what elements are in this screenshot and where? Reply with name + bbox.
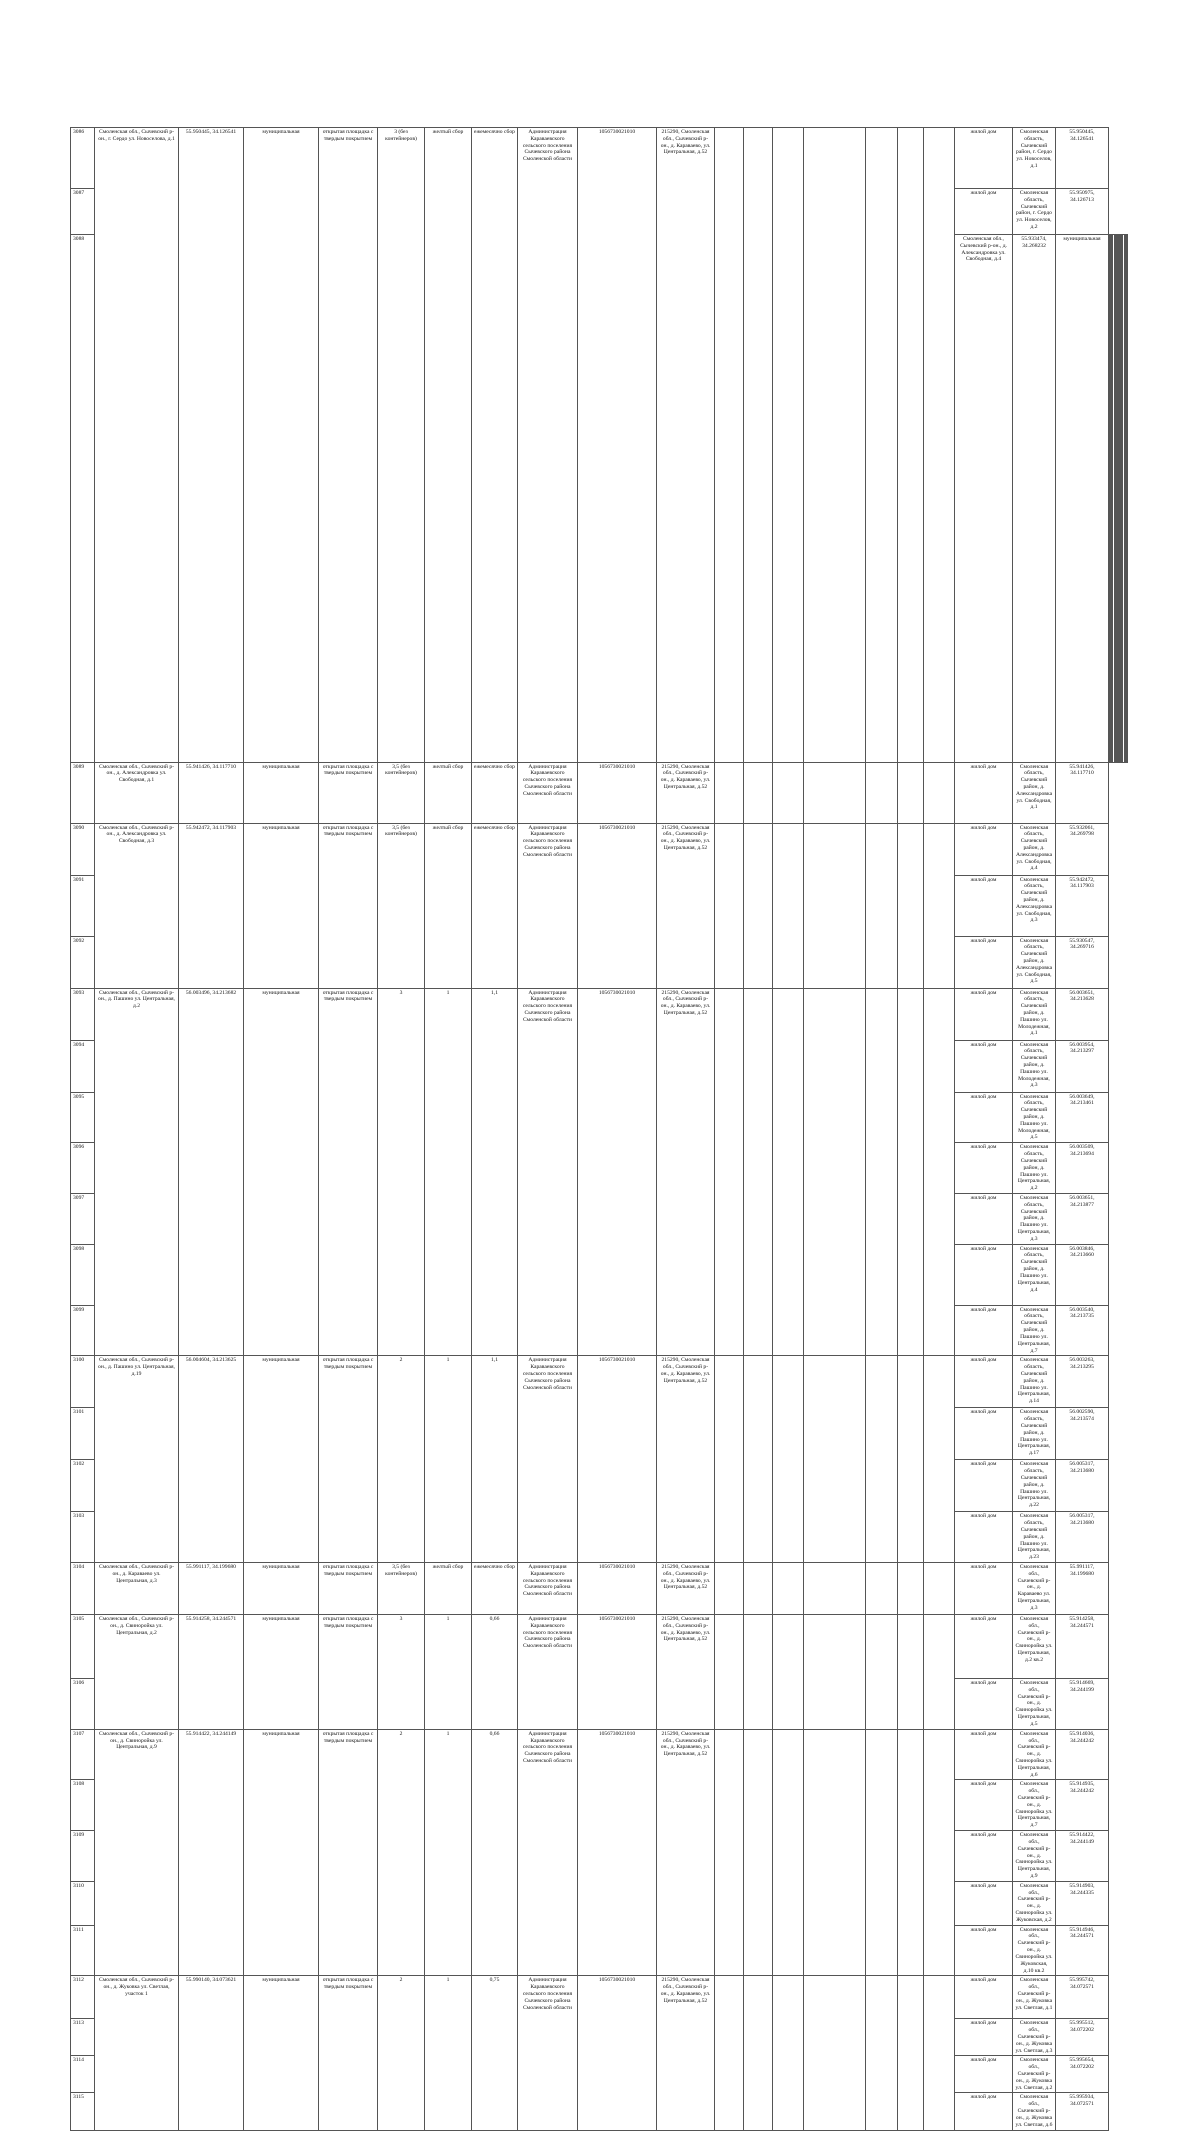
table-row (71, 988, 1128, 1040)
site-volume-cell: 1,1 (472, 988, 518, 1356)
source-type-cell: жилой дом (955, 1244, 1013, 1305)
row-number-cell: 3105 (71, 1615, 95, 1679)
site-coordinates-cell: 55.941426, 34.117710 (179, 762, 244, 823)
site-area-cell: 3,5 (без контейнеров) (378, 823, 425, 988)
site-ownership-cell: муниципальная (244, 1563, 319, 1615)
empty-cell (773, 1976, 804, 2130)
source-address-cell: Смоленская область, Сычевский район, д. Александровка ул. Свободная, д.1 (1013, 762, 1056, 823)
site-owner-org-cell: Администрация Караваевского сельского поселения Сычевского района Смоленской области (518, 1729, 578, 1976)
site-ogrn-cell: 1056730021010 (578, 128, 657, 763)
site-ownership-cell: муниципальная (1056, 235, 1109, 763)
source-coordinates-cell: 55.995654, 34.072202 (1056, 2056, 1109, 2093)
row-number-cell: 3100 (71, 1356, 95, 1408)
site-owner-org-cell: Администрация Караваевского сельского поселения Сычевского района Смоленской области (518, 1615, 578, 1730)
empty-cell (804, 128, 866, 763)
table-body (71, 128, 1128, 2131)
empty-cell (744, 1729, 773, 1976)
site-coordinates-cell: 55.914258, 34.244571 (179, 1615, 244, 1730)
row-number-cell: 3098 (71, 1244, 95, 1305)
table-row (71, 1563, 1128, 1615)
source-address-cell: Смоленская область, Сычевский район, д. Пашино ул. Молодежная, д.3 (1013, 1040, 1056, 1092)
site-address-cell: Смоленская обл., Сычевский р-он., д. Жуковка ул. Светлая, участок 1 (95, 1976, 179, 2130)
empty-cell (804, 823, 866, 988)
empty-cell (898, 823, 924, 988)
site-containers-cell: 1 (425, 988, 472, 1356)
source-coordinates-cell: 55.914258, 34.244571 (1056, 1615, 1109, 1679)
empty-cell (715, 988, 744, 1356)
empty-cell (804, 1563, 866, 1615)
source-type-cell: жилой дом (955, 1040, 1013, 1092)
source-type-cell: жилой дом (955, 1408, 1013, 1460)
source-coordinates-cell: 56.005317, 34.213680 (1056, 1512, 1109, 1563)
empty-cell (715, 1563, 744, 1615)
source-type-cell: жилой дом (955, 1881, 1013, 1925)
source-type-cell: жилой дом (955, 1305, 1013, 1356)
empty-cell (804, 1729, 866, 1976)
empty-cell (898, 1563, 924, 1615)
source-address-cell: Смоленская обл., Сычевский р-он., д. Свиноройка ул. Жуковская, д.2 (1013, 1881, 1056, 1925)
source-address-cell: Смоленская обл., Сычевский р-он., д. Жуковка ул. Светлая, д.6 (1013, 2093, 1056, 2130)
source-type-cell: жилой дом (955, 1143, 1013, 1194)
site-area-cell: 3 (без контейнеров) (378, 128, 425, 763)
site-owner-address-cell: 215290, Смоленская обл., Сычевский р-он., д. Караваево, ул. Центральная, д.52 (657, 988, 715, 1356)
site-ogrn-cell: 1056730021010 (578, 1356, 657, 1563)
source-coordinates-cell: 55.914669, 34.244199 (1056, 1679, 1109, 1730)
site-ownership-cell: муниципальная (244, 1356, 319, 1563)
empty-cell (715, 1729, 744, 1976)
site-address-cell: Смоленская обл., Сычевский р-он., д. Караваево ул. Центральная, д.3 (95, 1563, 179, 1615)
site-surface-cell: открытая площадка с твердым покрытием (319, 762, 378, 823)
site-containers-cell: 1 (425, 1729, 472, 1976)
row-number-cell: 3091 (71, 875, 95, 936)
empty-cell (715, 762, 744, 823)
empty-cell (715, 1356, 744, 1563)
source-type-cell: жилой дом (955, 189, 1013, 235)
site-coordinates-cell: 55.942472, 34.117903 (179, 823, 244, 988)
row-number-cell: 3096 (71, 1143, 95, 1194)
source-coordinates-cell: 56.005317, 34.213680 (1056, 1460, 1109, 1512)
source-type-cell: жилой дом (955, 1092, 1013, 1143)
source-address-cell: Смоленская область, Сычевский район, г. Сердо ул. Новоселов, д.1 (1013, 128, 1056, 189)
empty-cell (773, 762, 804, 823)
source-coordinates-cell: 55.941426, 34.117710 (1056, 762, 1109, 823)
empty-cell (898, 762, 924, 823)
row-number-cell: 3087 (71, 189, 95, 235)
row-number-cell: 3101 (71, 1408, 95, 1460)
source-address-cell: Смоленская обл., Сычевский р-он., д. Жуковка ул. Светлая, д.2 (1013, 2056, 1056, 2093)
empty-cell (866, 128, 898, 763)
site-area-cell: 3,5 (без контейнеров) (378, 1563, 425, 1615)
row-number-cell: 3094 (71, 1040, 95, 1092)
source-type-cell: жилой дом (955, 1976, 1013, 2019)
source-address-cell: Смоленская область, Сычевский район, д. Пашино ул. Центральная, д.3 (1013, 1193, 1056, 1244)
site-owner-address-cell: 215290, Смоленская обл., Сычевский р-он., д. Караваево, ул. Центральная, д.52 (657, 1729, 715, 1976)
source-coordinates-cell: 55.995742, 34.072571 (1056, 1976, 1109, 2019)
row-number-cell: 3088 (71, 235, 95, 763)
empty-cell (866, 1729, 898, 1976)
source-type-cell: жилой дом (955, 1193, 1013, 1244)
site-surface-cell: открытая площадка с твердым покрытием (319, 988, 378, 1356)
row-number-cell: 3095 (71, 1092, 95, 1143)
source-coordinates-cell: 56.003846, 34.213660 (1056, 1244, 1109, 1305)
site-coordinates-cell: 55.991117, 34.199680 (179, 1563, 244, 1615)
site-address-cell: Смоленская обл., Сычевский р-он., д. Пашино ул. Центральная, д.19 (95, 1356, 179, 1563)
source-address-cell: Смоленская обл., Сычевский р-он., д. Жуковка ул. Светлая, д.3 (1013, 2019, 1056, 2056)
source-coordinates-cell: 55.914946, 34.244571 (1056, 1925, 1109, 1976)
site-containers-cell: желтый сбор (425, 1563, 472, 1615)
site-owner-org-cell: Администрация Караваевского сельского поселения Сычевского района Смоленской области (518, 1976, 578, 2130)
site-address-cell: Смоленская обл., Сычевский р-он., д. Свиноройка ул. Центральная, д.9 (95, 1729, 179, 1976)
empty-cell (924, 128, 955, 763)
source-address-cell: Смоленская обл., Сычевский р-он., д. Свиноройка ул. Центральная, д.6 (1013, 1729, 1056, 1780)
empty-cell (773, 1356, 804, 1563)
empty-cell (866, 988, 898, 1356)
site-surface-cell: открытая площадка с твердым покрытием (319, 823, 378, 988)
row-number-cell: 3104 (71, 1563, 95, 1615)
site-owner-address-cell: 215290, Смоленская обл., Сычевский р-он., д. Караваево, ул. Центральная, д.52 (657, 1563, 715, 1615)
site-surface-cell: открытая площадка с твердым покрытием (319, 1356, 378, 1563)
site-containers-cell: 1 (425, 1976, 472, 2130)
site-surface-cell: открытая площадка с твердым покрытием (319, 1729, 378, 1976)
source-type-cell: жилой дом (955, 823, 1013, 875)
row-number-cell: 3099 (71, 1305, 95, 1356)
source-coordinates-cell: 56.003954, 34.213297 (1056, 1040, 1109, 1092)
site-surface-cell: открытая площадка с твердым покрытием (319, 1563, 378, 1615)
site-owner-address-cell: 215290, Смоленская обл., Сычевский р-он., д. Караваево, ул. Центральная, д.52 (657, 128, 715, 763)
site-ownership-cell: муниципальная (244, 1729, 319, 1976)
empty-cell (773, 128, 804, 763)
row-number-cell: 3102 (71, 1460, 95, 1512)
empty-cell (715, 1976, 744, 2130)
empty-cell (744, 823, 773, 988)
source-address-cell: Смоленская область, Сычевский район, д. Пашино ул. Центральная, д.14 (1013, 1356, 1056, 1408)
empty-cell (866, 823, 898, 988)
site-area-cell: 3 (378, 1615, 425, 1730)
empty-cell (866, 1615, 898, 1730)
empty-cell (744, 988, 773, 1356)
source-type-cell: жилой дом (955, 1679, 1013, 1730)
empty-cell (744, 1615, 773, 1730)
empty-cell (773, 823, 804, 988)
source-address-cell: Смоленская обл., Сычевский р-он., д. Караваево ул. Центральная, д.3 (1013, 1563, 1056, 1615)
source-address-cell: Смоленская область, Сычевский район, д. Пашино ул. Центральная, д.2 (1013, 1143, 1056, 1194)
site-address-cell: Смоленская обл., Сычевский р-он., д. Александровка ул. Свободная, д.1 (95, 762, 179, 823)
source-address-cell: Смоленская область, Сычевский район, д. Пашино ул. Центральная, д.4 (1013, 1244, 1056, 1305)
site-coordinates-cell: 56.003496, 34.213682 (179, 988, 244, 1356)
site-containers-cell: желтый сбор (425, 823, 472, 988)
source-type-cell: жилой дом (955, 1831, 1013, 1882)
empty-cell (804, 762, 866, 823)
source-type-cell: жилой дом (955, 1780, 1013, 1831)
site-volume-cell: 0,66 (472, 1729, 518, 1976)
empty-cell (744, 128, 773, 763)
source-type-cell: жилой дом (955, 936, 1013, 988)
empty-cell (924, 1976, 955, 2130)
empty-cell (924, 1615, 955, 1730)
source-type-cell: жилой дом (955, 1512, 1013, 1563)
site-ogrn-cell: 1056730021010 (578, 1563, 657, 1615)
source-coordinates-cell: 56.003649, 34.213461 (1056, 1092, 1109, 1143)
source-coordinates-cell: 55.995934, 34.072571 (1056, 2093, 1109, 2130)
table-row (71, 762, 1128, 823)
source-type-cell: жилой дом (955, 2056, 1013, 2093)
site-surface-cell: открытая площадка с твердым покрытием (319, 1976, 378, 2130)
empty-cell (744, 1356, 773, 1563)
row-number-cell: 3110 (71, 1881, 95, 1925)
source-address-cell: Смоленская обл., Сычевский р-он., д. Свиноройка ул. Центральная, д.2 кв.2 (1013, 1615, 1056, 1679)
source-coordinates-cell: 55.932061, 34.269798 (1056, 823, 1109, 875)
site-address-cell: Смоленская обл., Сычевский р-он., г. Сердо ул. Новоселова, д.1 (95, 128, 179, 763)
source-address-cell: Смоленская обл., Сычевский р-он., д. Свиноройка ул. Центральная, д.5 (1013, 1679, 1056, 1730)
site-ogrn-cell: 1056730021010 (578, 1615, 657, 1730)
table-row (71, 823, 1128, 875)
empty-cell (924, 762, 955, 823)
empty-cell (898, 988, 924, 1356)
source-address-cell: Смоленская область, Сычевский район, г. Сердо ул. Новоселов, д.2 (1013, 189, 1056, 235)
site-ogrn-cell: 1056730021010 (578, 823, 657, 988)
site-ownership-cell: муниципальная (244, 1615, 319, 1730)
site-ownership-cell: муниципальная (244, 1976, 319, 2130)
source-address-cell: Смоленская область, Сычевский район, д. Пашино ул. Центральная, д.7 (1013, 1305, 1056, 1356)
source-coordinates-cell: 56.003651, 34.213628 (1056, 988, 1109, 1040)
site-area-cell: 2 (378, 1729, 425, 1976)
site-owner-address-cell: 215290, Смоленская обл., Сычевский р-он., д. Караваево, ул. Центральная, д.52 (657, 1356, 715, 1563)
source-coordinates-cell: 55.914935, 34.244242 (1056, 1780, 1109, 1831)
source-address-cell: Смоленская область, Сычевский район, д. Пашино ул. Центральная, д.17 (1013, 1408, 1056, 1460)
source-address-cell: Смоленская область, Сычевский район, д. Пашино ул. Центральная, д.22 (1013, 1460, 1056, 1512)
site-owner-address-cell: 215290, Смоленская обл., Сычевский р-он., д. Караваево, ул. Центральная, д.52 (657, 1976, 715, 2130)
site-address-cell: Смоленская обл., Сычевский р-он., д. Александровка ул. Свободная, д.3 (95, 823, 179, 988)
empty-cell (744, 1563, 773, 1615)
source-type-cell: жилой дом (955, 988, 1013, 1040)
source-address-cell: Смоленская область, Сычевский район, д. Пашино ул. Молодежная, д.5 (1013, 1092, 1056, 1143)
row-number-cell: 3112 (71, 1976, 95, 2019)
empty-cell (866, 1563, 898, 1615)
site-area-cell: 3 (378, 988, 425, 1356)
source-type-cell: жилой дом (955, 762, 1013, 823)
source-coordinates-cell: 55.995512, 34.072202 (1056, 2019, 1109, 2056)
source-coordinates-cell: 55.942472, 34.117903 (1056, 875, 1109, 936)
source-address-cell: Смоленская область, Сычевский район, д. Александровка ул. Свободная, д.3 (1013, 875, 1056, 936)
source-coordinates-cell: 56.003651, 34.213877 (1056, 1193, 1109, 1244)
site-address-cell: Смоленская обл., Сычевский р-он., д. Александровка ул. Свободная, д.4 (955, 235, 1013, 763)
site-ogrn-cell: 1056730021010 (578, 988, 657, 1356)
site-volume-cell: ежемесячно сбор (472, 128, 518, 763)
empty-cell (744, 1976, 773, 2130)
row-number-cell: 3093 (71, 988, 95, 1040)
empty-cell (924, 1356, 955, 1563)
site-address-cell: Смоленская обл., Сычевский р-он., д. Пашино ул. Центральная, д.2 (95, 988, 179, 1356)
site-ogrn-cell: 1056730021010 (578, 762, 657, 823)
source-type-cell: жилой дом (955, 1615, 1013, 1679)
site-ownership-cell: муниципальная (244, 823, 319, 988)
row-number-cell: 3106 (71, 1679, 95, 1730)
source-coordinates-cell: 55.950445, 34.126541 (1056, 128, 1109, 189)
row-number-cell: 3089 (71, 762, 95, 823)
empty-cell (773, 1563, 804, 1615)
source-coordinates-cell (1126, 235, 1127, 763)
row-number-cell: 3111 (71, 1925, 95, 1976)
row-number-cell: 3107 (71, 1729, 95, 1780)
site-volume-cell: ежемесячно сбор (472, 762, 518, 823)
source-address-cell: Смоленская обл., Сычевский р-он., д. Свиноройка ул. Жуковская, д.10 кв.2 (1013, 1925, 1056, 1976)
empty-cell (866, 1356, 898, 1563)
row-number-cell: 3115 (71, 2093, 95, 2130)
row-number-cell: 3086 (71, 128, 95, 189)
source-address-cell: Смоленская область, Сычевский район, д. Пашино ул. Молодежная, д.1 (1013, 988, 1056, 1040)
empty-cell (898, 1615, 924, 1730)
site-containers-cell: желтый сбор (425, 762, 472, 823)
source-coordinates-cell: 56.002590, 34.213574 (1056, 1408, 1109, 1460)
source-coordinates-cell: 56.003540, 34.213735 (1056, 1305, 1109, 1356)
site-owner-address-cell: 215290, Смоленская обл., Сычевский р-он., д. Караваево, ул. Центральная, д.52 (657, 823, 715, 988)
site-owner-org-cell: Администрация Караваевского сельского поселения Сычевского района Смоленской области (518, 762, 578, 823)
empty-cell (924, 1729, 955, 1976)
row-number-cell: 3097 (71, 1193, 95, 1244)
site-area-cell: 2 (378, 1356, 425, 1563)
source-coordinates-cell: 55.950975, 34.126713 (1056, 189, 1109, 235)
empty-cell (924, 988, 955, 1356)
source-address-cell: Смоленская область, Сычевский район, д. Александровка ул. Свободная, д.5 (1013, 936, 1056, 988)
table-row (71, 128, 1128, 189)
row-number-cell: 3113 (71, 2019, 95, 2056)
empty-cell (744, 762, 773, 823)
source-type-cell: жилой дом (955, 1356, 1013, 1408)
site-owner-org-cell: Администрация Караваевского сельского поселения Сычевского района Смоленской области (518, 823, 578, 988)
empty-cell (866, 1976, 898, 2130)
empty-cell (924, 823, 955, 988)
source-type-cell: жилой дом (955, 1925, 1013, 1976)
source-type-cell: жилой дом (955, 128, 1013, 189)
site-volume-cell: ежемесячно сбор (472, 823, 518, 988)
site-containers-cell: 1 (425, 1356, 472, 1563)
waste-sites-table (70, 127, 1128, 2131)
site-owner-org-cell: Администрация Караваевского сельского поселения Сычевского района Смоленской области (518, 1356, 578, 1563)
site-containers-cell: желтый сбор (425, 128, 472, 763)
source-address-cell: Смоленская область, Сычевский район, д. Пашино ул. Центральная, д.23 (1013, 1512, 1056, 1563)
source-type-cell: жилой дом (955, 1460, 1013, 1512)
row-number-cell: 3092 (71, 936, 95, 988)
source-address-cell: Смоленская обл., Сычевский р-он., д. Свиноройка ул. Центральная, д.9 (1013, 1831, 1056, 1882)
source-address-cell: Смоленская область, Сычевский район, д. Александровка ул. Свободная, д.4 (1013, 823, 1056, 875)
source-coordinates-cell: 55.914422, 34.244149 (1056, 1831, 1109, 1882)
site-address-cell: Смоленская обл., Сычевский р-он., д. Свиноройка ул. Центральная, д.2 (95, 1615, 179, 1730)
empty-cell (804, 988, 866, 1356)
site-containers-cell: 1 (425, 1615, 472, 1730)
site-volume-cell: 1,1 (472, 1356, 518, 1563)
site-coordinates-cell: 55.990140, 34.073621 (179, 1976, 244, 2130)
source-type-cell: жилой дом (955, 1729, 1013, 1780)
source-coordinates-cell: 55.991117, 34.199680 (1056, 1563, 1109, 1615)
source-type-cell: жилой дом (955, 1563, 1013, 1615)
site-owner-org-cell: Администрация Караваевского сельского поселения Сычевского района Смоленской области (518, 988, 578, 1356)
table-row (71, 1729, 1128, 1780)
site-coordinates-cell: 55.950445, 34.126541 (179, 128, 244, 763)
empty-cell (715, 823, 744, 988)
empty-cell (804, 1976, 866, 2130)
empty-cell (715, 1615, 744, 1730)
site-owner-address-cell: 215290, Смоленская обл., Сычевский р-он., д. Караваево, ул. Центральная, д.52 (657, 1615, 715, 1730)
empty-cell (773, 1729, 804, 1976)
table-row (71, 1615, 1128, 1679)
empty-cell (898, 1729, 924, 1976)
site-area-cell: 3,5 (без контейнеров) (378, 762, 425, 823)
source-coordinates-cell: 55.914036, 34.244242 (1056, 1729, 1109, 1780)
site-owner-org-cell: Администрация Караваевского сельского поселения Сычевского района Смоленской области (518, 1563, 578, 1615)
empty-cell (773, 1615, 804, 1730)
empty-cell (866, 762, 898, 823)
site-volume-cell: 0,75 (472, 1976, 518, 2130)
site-ogrn-cell: 1056730021010 (578, 1729, 657, 1976)
source-type-cell: жилой дом (955, 2093, 1013, 2130)
source-type-cell: жилой дом (955, 2019, 1013, 2056)
table-row (71, 1976, 1128, 2019)
site-area-cell: 2 (378, 1976, 425, 2130)
source-coordinates-cell: 55.930547, 34.269716 (1056, 936, 1109, 988)
source-type-cell: жилой дом (955, 875, 1013, 936)
site-coordinates-cell: 55.933474, 34.268232 (1013, 235, 1056, 763)
empty-cell (924, 1563, 955, 1615)
empty-cell (898, 128, 924, 763)
row-number-cell: 3114 (71, 2056, 95, 2093)
row-number-cell: 3109 (71, 1831, 95, 1882)
site-ownership-cell: муниципальная (244, 762, 319, 823)
site-owner-address-cell: 215290, Смоленская обл., Сычевский р-он., д. Караваево, ул. Центральная, д.52 (657, 762, 715, 823)
empty-cell (804, 1615, 866, 1730)
site-coordinates-cell: 55.914422, 34.244149 (179, 1729, 244, 1976)
source-coordinates-cell: 56.003509, 34.213694 (1056, 1143, 1109, 1194)
site-surface-cell: открытая площадка с твердым покрытием (319, 128, 378, 763)
empty-cell (898, 1976, 924, 2130)
site-ownership-cell: муниципальная (244, 128, 319, 763)
site-volume-cell: 0,66 (472, 1615, 518, 1730)
row-number-cell: 3103 (71, 1512, 95, 1563)
table-row (71, 1356, 1128, 1408)
source-coordinates-cell: 55.914903, 34.244335 (1056, 1881, 1109, 1925)
empty-cell (715, 128, 744, 763)
empty-cell (804, 1356, 866, 1563)
source-address-cell: Смоленская обл., Сычевский р-он., д. Жуковка ул. Светлая, д.1 (1013, 1976, 1056, 2019)
site-ogrn-cell: 1056730021010 (578, 1976, 657, 2130)
source-coordinates-cell: 56.003263, 34.213295 (1056, 1356, 1109, 1408)
site-volume-cell: ежемесячно сбор (472, 1563, 518, 1615)
source-address-cell: Смоленская обл., Сычевский р-он., д. Свиноройка ул. Центральная, д.7 (1013, 1780, 1056, 1831)
empty-cell (773, 988, 804, 1356)
site-owner-org-cell: Администрация Караваевского сельского поселения Сычевского района Смоленской области (518, 128, 578, 763)
row-number-cell: 3090 (71, 823, 95, 875)
site-surface-cell: открытая площадка с твердым покрытием (319, 1615, 378, 1730)
row-number-cell: 3108 (71, 1780, 95, 1831)
site-coordinates-cell: 56.004604, 34.213625 (179, 1356, 244, 1563)
site-ownership-cell: муниципальная (244, 988, 319, 1356)
empty-cell (898, 1356, 924, 1563)
